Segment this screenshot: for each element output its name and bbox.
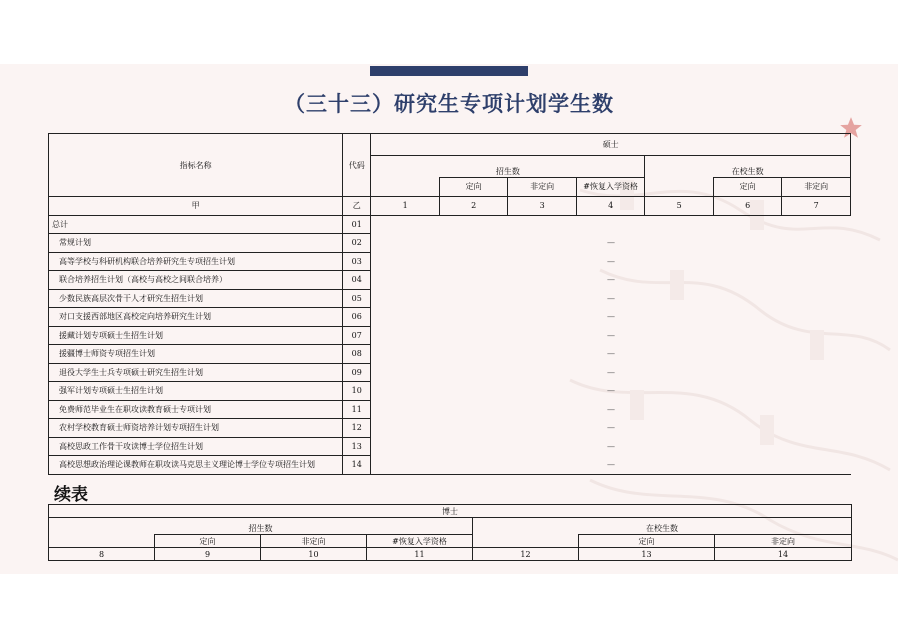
table-row [49, 419, 851, 438]
row-indicator-name: 总计 [49, 215, 343, 234]
row-indicator-name: 对口支援西部地区高校定向培养研究生计划 [49, 308, 343, 327]
cont-label-cell: 14 [715, 548, 852, 561]
table-row [49, 234, 851, 253]
label-cell: 1 [371, 197, 440, 216]
label-cell: 4 [576, 197, 645, 216]
row-code: 09 [343, 363, 371, 382]
cont-header-in-school-non-targeted: 非定向 [715, 535, 852, 548]
cont-header-in-school-targeted: 定向 [579, 535, 715, 548]
table-row [49, 345, 851, 364]
row-code: 06 [343, 308, 371, 327]
row-code: 01 [343, 215, 371, 234]
cont-label-cell: 11 [367, 548, 473, 561]
table-row [49, 363, 851, 382]
cont-label-cell: 9 [155, 548, 261, 561]
row-indicator-name: 援疆博士师资专项招生计划 [49, 345, 343, 364]
table-row [49, 382, 851, 401]
header-in-school-non-targeted: 非定向 [782, 177, 851, 196]
row-indicator-name: 联合培养招生计划（高校与高校之间联合培养） [49, 271, 343, 290]
cont-in-school-spacer [473, 535, 579, 548]
header-targeted: 定向 [439, 177, 508, 196]
row-value: — [606, 312, 615, 322]
cont-header-restore: #恢复入学资格 [367, 535, 473, 548]
table-row [49, 252, 851, 271]
cont-label-cell: 12 [473, 548, 579, 561]
row-code: 14 [343, 456, 371, 475]
row-value: — [371, 456, 851, 475]
row-value: — [606, 275, 615, 285]
cont-label-cell: 8 [49, 548, 155, 561]
row-value: — [606, 293, 615, 303]
row-value: — [606, 256, 615, 266]
row-value: — [606, 238, 615, 248]
row-code: 07 [343, 326, 371, 345]
row-value [371, 215, 851, 234]
label-cell: 甲 [49, 197, 343, 216]
row-value: — [606, 349, 615, 359]
page-title: （三十三）研究生专项计划学生数 [284, 92, 614, 116]
cont-enroll-spacer [49, 535, 155, 548]
cont-label-cell: 10 [261, 548, 367, 561]
row-indicator-name: 免费师范毕业生在职攻读教育硕士专项计划 [49, 400, 343, 419]
row-indicator-name: 高校思政工作骨干攻读博士学位招生计划 [49, 437, 343, 456]
header-restore: #恢复入学资格 [576, 177, 645, 196]
row-value: — [606, 367, 615, 377]
row-indicator-name: 高校思想政治理论课教师在职攻读马克思主义理论博士学位专项招生计划 [49, 456, 343, 475]
row-value: — [606, 404, 615, 414]
cont-header-enroll: 招生数 [49, 518, 473, 535]
header-in-school: 在校生数 [645, 155, 851, 177]
table-row [49, 289, 851, 308]
row-code: 10 [343, 382, 371, 401]
master-student-table [48, 133, 851, 475]
header-enroll: 招生数 [371, 155, 645, 177]
label-cell: 6 [713, 197, 782, 216]
table-row [49, 215, 851, 234]
label-cell: 2 [439, 197, 508, 216]
row-indicator-name: 高等学校与科研机构联合培养研究生专项招生计划 [49, 252, 343, 271]
cont-header-non-targeted: 非定向 [261, 535, 367, 548]
row-code: 05 [343, 289, 371, 308]
row-value: — [606, 330, 615, 340]
header-code: 代码 [343, 134, 371, 197]
row-value: — [606, 423, 615, 433]
row-indicator-name: 常规计划 [49, 234, 343, 253]
row-value: — [606, 386, 615, 396]
table-row [49, 271, 851, 290]
label-cell: 乙 [343, 197, 371, 216]
label-cell: 5 [645, 197, 714, 216]
table-row [49, 400, 851, 419]
header-indicator-name: 指标名称 [49, 134, 343, 197]
row-code: 04 [343, 271, 371, 290]
header-master: 硕士 [371, 134, 851, 156]
header-in-school-targeted: 定向 [713, 177, 782, 196]
doctor-student-table [48, 504, 852, 561]
header-doctor: 博士 [49, 505, 852, 518]
cont-header-in-school: 在校生数 [473, 518, 852, 535]
header-non-targeted: 非定向 [508, 177, 577, 196]
row-indicator-name: 强军计划专项硕士生招生计划 [49, 382, 343, 401]
row-code: 03 [343, 252, 371, 271]
continued-title: 续表 [54, 485, 88, 505]
title-accent-bar [370, 66, 528, 76]
cont-header-targeted: 定向 [155, 535, 261, 548]
table-row [49, 437, 851, 456]
row-code: 08 [343, 345, 371, 364]
header-enroll-spacer [371, 177, 440, 196]
cont-label-cell: 13 [579, 548, 715, 561]
table-row [49, 326, 851, 345]
label-cell: 3 [508, 197, 577, 216]
row-indicator-name: 农村学校教育硕士师资培养计划专项招生计划 [49, 419, 343, 438]
table-row [49, 308, 851, 327]
table-row [49, 456, 851, 475]
row-indicator-name: 援藏计划专项硕士生招生计划 [49, 326, 343, 345]
row-indicator-name: 退役大学生士兵专项硕士研究生招生计划 [49, 363, 343, 382]
label-cell: 7 [782, 197, 851, 216]
row-code: 12 [343, 419, 371, 438]
row-value: — [606, 441, 615, 451]
row-indicator-name: 少数民族高层次骨干人才研究生招生计划 [49, 289, 343, 308]
row-code: 11 [343, 400, 371, 419]
header-in-school-spacer [645, 177, 714, 196]
row-code: 13 [343, 437, 371, 456]
row-code: 02 [343, 234, 371, 253]
